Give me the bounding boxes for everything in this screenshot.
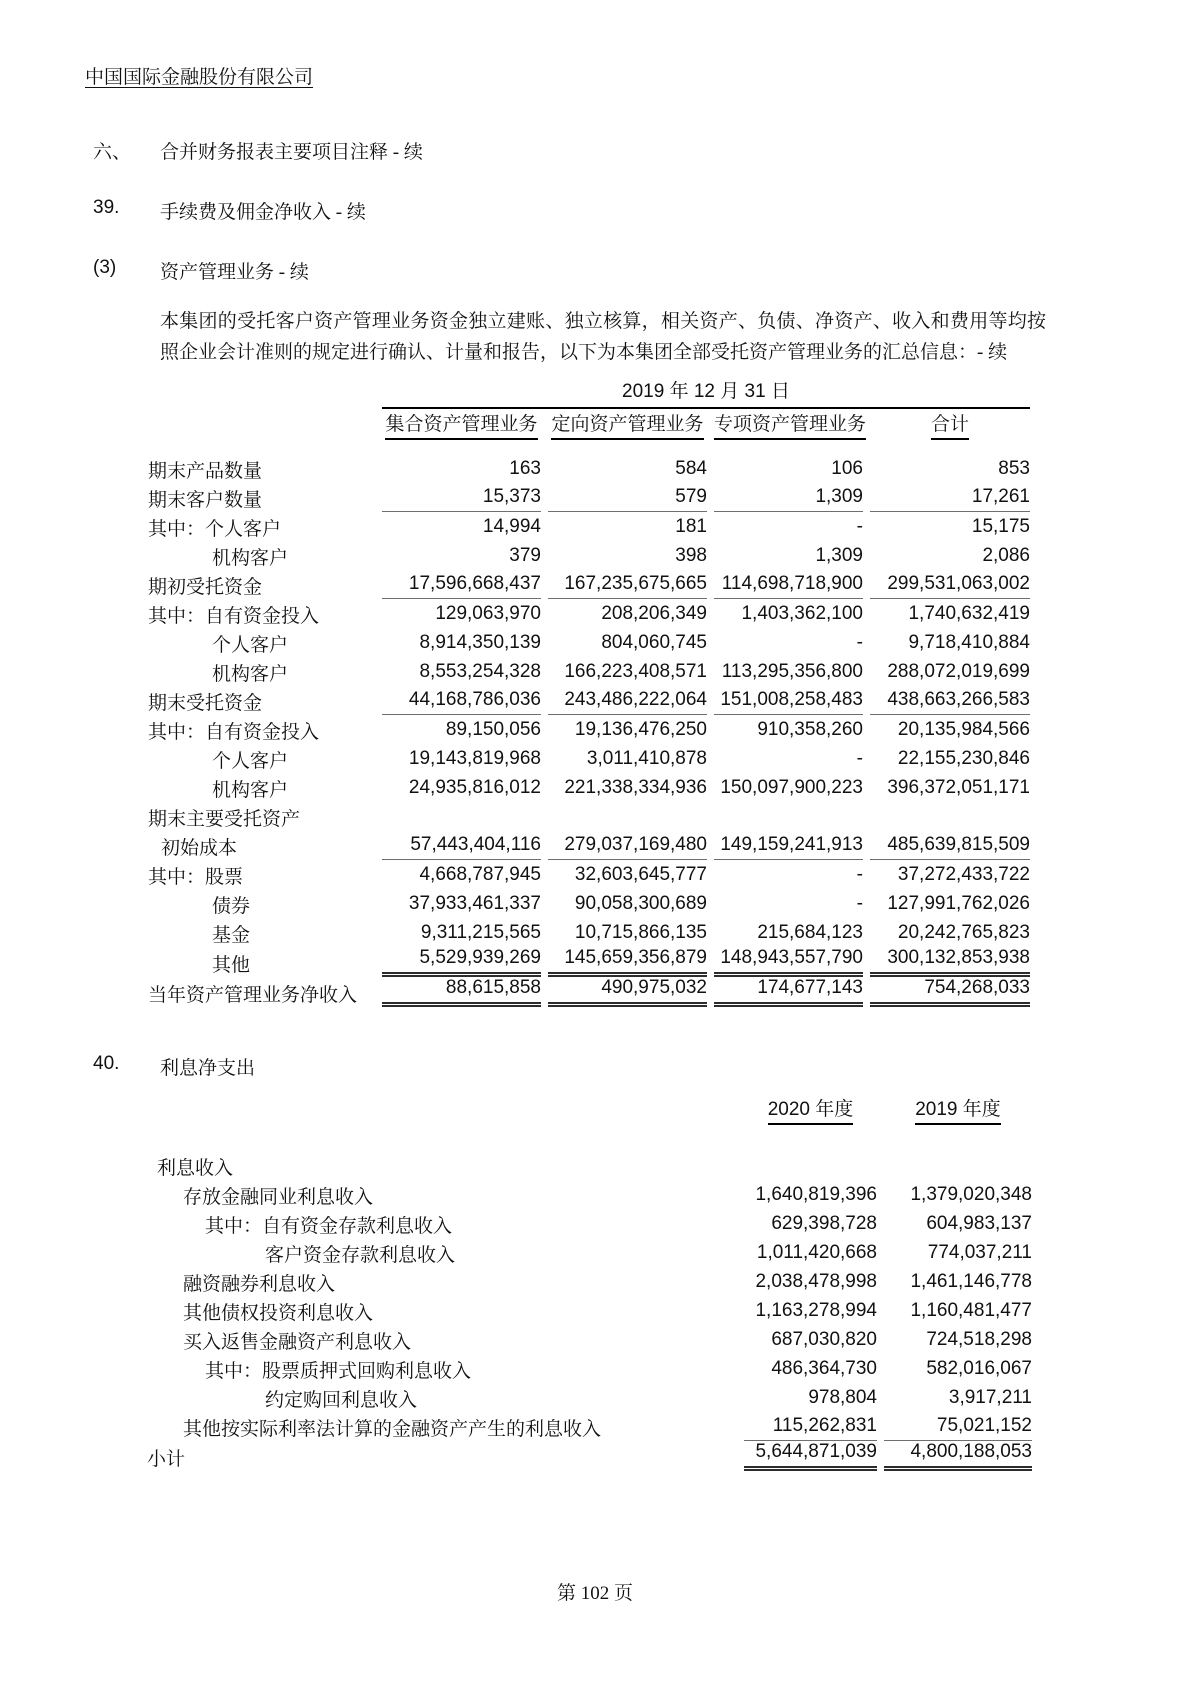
table-row [148,889,1030,918]
row-label: 小计 [147,1449,186,1470]
cell-value: 75,021,152 [936,1415,1032,1436]
cell-value: 9,311,215,565 [420,922,541,943]
row-label: 其他按实际利率法计算的金融资产产生的利息收入 [183,1419,602,1440]
row-label: 债券 [212,896,251,917]
date-header: 2019 年 12 月 31 日 [622,381,790,402]
section-title: 合并财务报表主要项目注释 - 续 [160,142,423,163]
cell-value: 584 [675,458,707,479]
table-row [147,1354,1032,1383]
table-row [148,773,1030,802]
cell-value: 687,030,820 [771,1329,877,1350]
cell-value: 724,518,298 [926,1329,1032,1350]
row-label: 机构客户 [212,664,289,685]
row-label: 期末产品数量 [148,461,263,482]
cell-value: 106 [831,458,863,479]
cell-value: 181 [675,516,707,537]
row-label: 其他债权投资利息收入 [183,1303,374,1324]
cell-value: 1,403,362,100 [741,603,863,624]
cell-value: 279,037,169,480 [564,834,707,855]
cell-value: 19,136,476,250 [574,719,707,740]
cell-value: 24,935,816,012 [408,777,541,798]
row-label: 其中：自有资金存款利息收入 [205,1216,453,1237]
cell-value: - [856,748,863,769]
cell-value: 579 [675,486,707,507]
cell-value: 57,443,404,116 [410,834,541,855]
cell-value: 1,309 [815,486,863,507]
asset-management-table [148,376,1030,1007]
cell-value: 89,150,056 [445,719,541,740]
cell-value: 1,640,819,396 [755,1184,877,1205]
page-number: 第 102 页 [556,1583,633,1604]
row-label: 期末主要受托资产 [148,809,301,830]
cell-value: 15,373 [482,486,541,507]
cell-value: - [856,516,863,537]
cell-value: 1,160,481,477 [910,1300,1032,1321]
cell-value: 148,943,557,790 [720,947,863,968]
cell-value: 19,143,819,968 [408,748,541,769]
section-heading-40 [93,1053,1190,1080]
cell-value: 379 [509,545,541,566]
section-title: 资产管理业务 - 续 [160,262,309,283]
interest-income-table [147,1094,1032,1471]
column-header: 合计 [931,409,969,440]
table-row [148,947,1030,977]
table-row [148,744,1030,773]
cell-value: 151,008,258,483 [720,689,863,710]
table-row [148,599,1030,628]
cell-value: 1,163,278,994 [755,1300,877,1321]
cell-value: 32,603,645,777 [574,864,707,885]
table-row [147,1209,1032,1238]
cell-value: 129,063,970 [435,603,541,624]
section-title: 利息净支出 [160,1058,256,1079]
table-row [147,1180,1032,1209]
column-header: 集合资产管理业务 [385,409,537,440]
row-label: 买入返售金融资产利息收入 [183,1332,412,1353]
table-row [147,1412,1032,1441]
cell-value: 20,242,765,823 [897,922,1030,943]
row-label: 机构客户 [212,548,289,569]
cell-value: 17,596,668,437 [408,573,541,594]
cell-value: 5,644,871,039 [755,1441,877,1462]
cell-value: 300,132,853,938 [887,947,1030,968]
cell-value: 2,038,478,998 [755,1271,877,1292]
row-label: 利息收入 [157,1158,234,1179]
table-row [148,860,1030,889]
cell-value: 8,914,350,139 [419,632,541,653]
table-row [147,1125,1032,1180]
row-label: 其中：个人客户 [148,519,282,540]
cell-value: - [856,893,863,914]
cell-value: 15,175 [971,516,1030,537]
row-label: 其中：自有资金投入 [148,606,320,627]
row-label: 融资融券利息收入 [183,1274,336,1295]
table-row [147,1238,1032,1267]
cell-value: 978,804 [808,1387,877,1408]
section-number: (3) [93,257,117,278]
cell-value: 1,379,020,348 [910,1184,1032,1205]
row-label: 个人客户 [212,635,289,656]
table-row [148,918,1030,947]
intro-paragraph: 本集团的受托客户资产管理业务资金独立建账、独立核算，相关资产、负债、净资产、收入和费用等均按照企业会计准则的规定进行确认、计量和报告，以下为本集团全部受托资产管理业务的汇总信息：- 续 [160,311,1046,363]
cell-value: 485,639,815,509 [887,834,1030,855]
row-label: 其中：自有资金投入 [148,722,320,743]
table-row [148,628,1030,657]
company-name: 中国国际金融股份有限公司 [85,67,314,88]
cell-value: 5,529,939,269 [419,947,541,968]
table-row [148,686,1030,715]
cell-value: 208,206,349 [601,603,707,624]
cell-value: 804,060,745 [601,632,707,653]
table-row [147,1383,1032,1412]
cell-value: 1,011,420,668 [756,1242,877,1263]
cell-value: 3,011,410,878 [586,748,707,769]
row-label: 当年资产管理业务净收入 [148,985,358,1006]
cell-value: 754,268,033 [924,977,1030,998]
column-header: 专项资产管理业务 [714,409,866,440]
cell-value: 3,917,211 [948,1387,1032,1408]
section-number: 40. [93,1053,120,1074]
section-heading-3 [93,257,1190,284]
cell-value: 37,933,461,337 [408,893,541,914]
row-label: 其他 [212,955,251,976]
table-row [147,1267,1032,1296]
cell-value: 8,553,254,328 [419,661,541,682]
row-label: 初始成本 [161,838,238,859]
column-header: 2020 年度 [768,1094,854,1125]
table-row [148,483,1030,512]
cell-value: 114,698,718,900 [721,573,863,594]
table-row [148,715,1030,744]
table-row [148,657,1030,686]
cell-value: 438,663,266,583 [887,689,1030,710]
cell-value: 2,086 [982,545,1030,566]
cell-value: 115,262,831 [772,1415,877,1436]
row-label: 个人客户 [212,751,289,772]
column-header: 2019 年度 [915,1094,1001,1125]
table-row [148,440,1030,483]
cell-value: 396,372,051,171 [887,777,1030,798]
table-row [147,1325,1032,1354]
cell-value: 37,272,433,722 [897,864,1030,885]
cell-value: 582,016,067 [926,1358,1032,1379]
cell-value: 167,235,675,665 [564,573,707,594]
cell-value: 853 [998,458,1030,479]
section-title: 手续费及佣金净收入 - 续 [160,202,366,223]
table-row [148,541,1030,570]
cell-value: 910,358,260 [757,719,863,740]
row-label: 期末客户数量 [148,490,263,511]
table-row [148,802,1030,831]
cell-value: 1,740,632,419 [908,603,1030,624]
row-label: 约定购回利息收入 [265,1390,418,1411]
column-header-row [148,409,1030,440]
column-header-row [147,1094,1032,1125]
cell-value: 166,223,408,571 [564,661,707,682]
cell-value: 149,159,241,913 [720,834,863,855]
row-label: 期末受托资金 [148,693,263,714]
cell-value: 127,991,762,026 [887,893,1030,914]
cell-value: 44,168,786,036 [408,689,541,710]
row-label: 基金 [212,925,251,946]
cell-value: 774,037,211 [927,1242,1032,1263]
cell-value: 22,155,230,846 [897,748,1030,769]
cell-value: 17,261 [971,486,1030,507]
section-heading-6 [93,137,1190,164]
cell-value: 1,309 [815,545,863,566]
cell-value: 215,684,123 [757,922,863,943]
cell-value: 490,975,032 [601,977,707,998]
cell-value: 486,364,730 [771,1358,877,1379]
row-label: 存放金融同业利息收入 [183,1187,374,1208]
cell-value: 629,398,728 [771,1213,877,1234]
section-heading-39 [93,197,1190,224]
cell-value: 1,461,146,778 [910,1271,1032,1292]
cell-value: 10,715,866,135 [574,922,707,943]
table-row [147,1441,1032,1471]
cell-value: 20,135,984,566 [897,719,1030,740]
cell-value: 288,072,019,699 [887,661,1030,682]
table-row [148,512,1030,541]
row-label: 机构客户 [212,780,289,801]
table-row [148,977,1030,1007]
cell-value: 145,659,356,879 [564,947,707,968]
row-label: 客户资金存款利息收入 [265,1245,456,1266]
cell-value: 398 [675,545,707,566]
cell-value: 9,718,410,884 [908,632,1030,653]
date-header-row [148,376,1030,409]
table-row [147,1296,1032,1325]
cell-value: 243,486,222,064 [564,689,707,710]
cell-value: 88,615,858 [445,977,541,998]
column-header: 定向资产管理业务 [551,409,703,440]
cell-value: 174,677,143 [757,977,863,998]
cell-value: - [856,864,863,885]
cell-value: 299,531,063,002 [887,573,1030,594]
cell-value: 14,994 [482,516,541,537]
section-number: 39. [93,197,120,218]
cell-value: 113,295,356,800 [721,661,863,682]
row-label: 期初受托资金 [148,577,263,598]
table-row [148,570,1030,599]
cell-value: 604,983,137 [926,1213,1032,1234]
cell-value: 4,668,787,945 [419,864,541,885]
cell-value: - [856,632,863,653]
section-number: 六、 [93,142,132,163]
cell-value: 150,097,900,223 [720,777,863,798]
cell-value: 221,338,334,936 [564,777,707,798]
table-row [148,831,1030,860]
cell-value: 4,800,188,053 [910,1441,1032,1462]
row-label: 其中：股票质押式回购利息收入 [205,1361,472,1382]
cell-value: 163 [509,458,541,479]
cell-value: 90,058,300,689 [574,893,707,914]
row-label: 其中：股票 [148,867,244,888]
